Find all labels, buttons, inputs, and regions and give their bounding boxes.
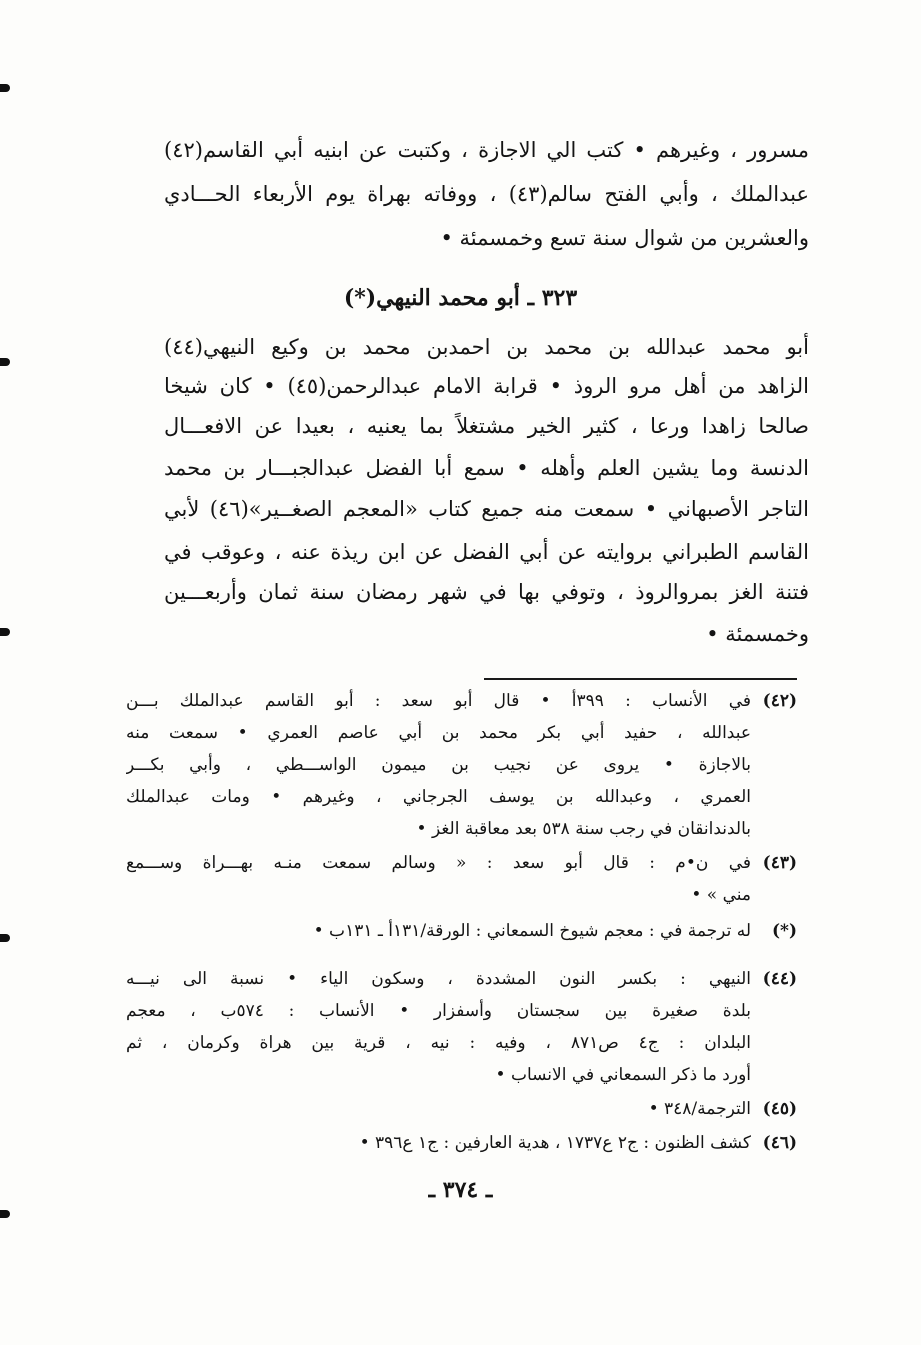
body-text-line: التاجر الأصبهاني • سمعت منه جميع كتاب «المعجم الصغــير»(٤٦) لأبي	[164, 497, 809, 521]
body-text-line: صالحا زاهدا ورعا ، كثير الخير مشتغلاً بما يعنيه ، بعيدا عن الافعـــال	[164, 414, 809, 438]
footnote-line: بالدندانقان في رجب سنة ٥٣٨ بعد معاقبة الغز •	[416, 819, 751, 839]
footnote-number: (٤٣)	[762, 853, 797, 873]
footnote-line: العمري ، وعبدالله بن يوسف الجرجاني ، وغيرهم • ومات عبدالملك	[126, 787, 751, 807]
footnote-number: (٤٥)	[762, 1099, 797, 1119]
body-text-line: القاسم الطبراني بروايته عن أبي الفضل عن ابن ريذة عنه ، وعوقب في	[164, 540, 809, 564]
footnote-line: أورد ما ذكر السمعاني في الانساب •	[495, 1065, 751, 1085]
footnote-line: بالاجازة • يروى عن نجيب بن ميمون الواســـطي ، وأبي بكـــر	[126, 755, 751, 775]
binding-hole	[0, 934, 10, 942]
body-text-line: والعشرين من شوال سنة تسع وخمسمئة •	[440, 226, 809, 250]
footnote-line: في الأنساب : ٣٩٩أ • قال أبو سعد : أبو القاسم عبدالملك بـــن	[126, 691, 751, 711]
footnote-number: (٤٦)	[762, 1133, 797, 1153]
footnote-line: النيهي : بكسر النون المشددة ، وسكون الياء • نسبة الى نيـــه	[126, 969, 751, 989]
body-text-line: مسرور ، وغيرهم • كتب الي الاجازة ، وكتبت عن ابنيه أبي القاسم(٤٢)	[164, 138, 809, 162]
body-text-line: الزاهد من أهل مرو الروذ • قرابة الامام عبدالرحمن(٤٥) • كان شيخا	[164, 374, 809, 398]
entry-heading: ٣٢٣ ـ أبو محمد النيهي(*)	[343, 285, 578, 311]
footnote-line: البلدان : ج٤ ص٨٧١ ، وفيه : نيه ، قرية بين هراة وكرمان ، ثم	[126, 1033, 751, 1053]
binding-hole	[0, 84, 10, 92]
footnote-number: (٤٢)	[762, 691, 797, 711]
binding-hole	[0, 358, 10, 366]
binding-hole	[0, 1210, 10, 1218]
footnote-line: له ترجمة في : معجم شيوخ السمعاني : الورقة/١٣١أ ـ ١٣١ب •	[313, 921, 751, 941]
footnote-separator	[484, 678, 797, 680]
footnote-line: الترجمة/٣٤٨ •	[648, 1099, 751, 1119]
footnote-number: (٤٤)	[762, 969, 797, 989]
body-text-line: أبو محمد عبدالله بن محمد بن احمدبن محمد بن وكيع النيهي(٤٤)	[164, 335, 809, 359]
footnote-line: مني » •	[691, 885, 751, 905]
footnote-number: (*)	[772, 921, 797, 941]
footnote-line: عبدالله ، حفيد أبي بكر محمد بن أبي عاصم العمري • سمعت منه	[126, 723, 751, 743]
footnote-line: بلدة صغيرة بين سجستان وأسفزار • الأنساب : ٥٧٤ب ، معجم	[126, 1001, 751, 1021]
page-number: ـ ٣٧٤ ـ	[428, 1177, 493, 1203]
binding-hole	[0, 628, 10, 636]
body-text-line: عبدالملك ، وأبي الفتح سالم(٤٣) ، ووفاته بهراة يوم الأربعاء الحـــادي	[164, 182, 809, 206]
body-text-line: وخمسمئة •	[706, 622, 809, 646]
footnote-line: في ن•م : قال أبو سعد : « وسالم سمعت منـه بهـــراة وســـمع	[126, 853, 751, 873]
body-text-line: الدنسة وما يشين العلم وأهله • سمع أبا الفضل عبدالجبـــار بن محمد	[164, 456, 809, 480]
body-text-line: فتنة الغز بمروالروذ ، وتوفي بها في شهر رمضان سنة ثمان وأربعـــين	[164, 580, 809, 604]
footnote-line: كشف الظنون : ج٢ ع١٧٣٧ ، هدية العارفين : ج١ ع٣٩٦ •	[359, 1133, 751, 1153]
